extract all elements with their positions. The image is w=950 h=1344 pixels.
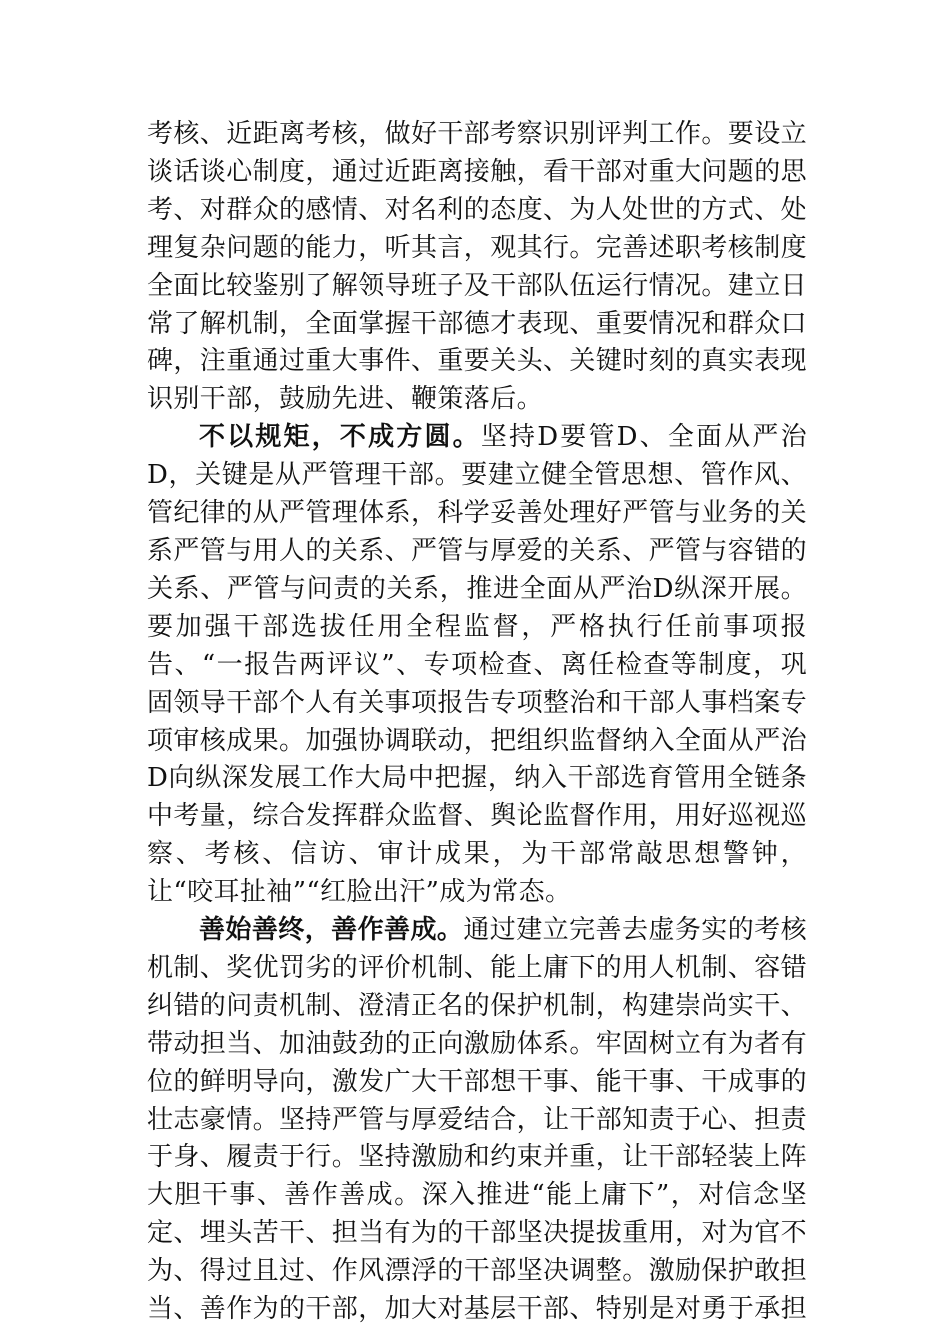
paragraph-2-text: 坚持D要管D、全面从严治D，关键是从严管理干部。要建立健全管思想、管作风、管纪律的从严管理体系，科学妥善处理好严管与业务的关系严管与用人的关系、严管与厚爱的关系、严管与容错的关系、严管与问责的关系，推进全面从严治D纵深开展。要加强干部选拔任用全程监督，严格执行任前事项报告、“一报告两评议”、专项检查、离任检查等制度，巩固领导干部个人有关事项报告专项整治和干部人事档案专项审核成果。加强协调联动，把组织监督纳入全面从严治D向纵深发展工作大局中把握，纳入干部选育管用全链条中考量，综合发挥群众监督、舆论监督作用，用好巡视巡察、考核、信访、审计成果，为干部常敲思想警钟，让“咬耳扯袖”“红脸出汗”成为常态。: [147, 422, 808, 908]
paragraph-continued: [147, 116, 807, 419]
paragraph-incentive: [147, 912, 807, 1329]
paragraph-regulation: [147, 419, 807, 912]
paragraph-3-text: 通过建立完善去虚务实的考核机制、奖优罚劣的评价机制、能上庸下的用人机制、容错纠错的问责机制、澄清正名的保护机制，构建崇尚实干、带动担当、加油鼓劲的正向激励体系。牢固树立有为者有位的鲜明导向，激发广大干部想干事、能干事、干成事的壮志豪情。坚持严管与厚爱结合，让干部知责于心、担责于身、履责于行。坚持激励和约束并重，让干部轻装上阵大胆干事、善作善成。深入推进“能上庸下”，对信念坚定、埋头苦干、担当有为的干部坚决提拔重用，对为官不为、得过且过、作风漂浮的干部坚决调整。激励保护敢担当、善作为的干部，加大对基层干部、特别是对勇于承担: [147, 915, 808, 1325]
paragraph-2-heading: 不以规矩，不成方圆。: [199, 422, 481, 453]
document-body: [147, 116, 807, 1329]
paragraph-3-heading: 善始善终，善作善成。: [199, 915, 464, 946]
paragraph-1-text: 考核、近距离考核，做好干部考察识别评判工作。要设立谈话谈心制度，通过近距离接触，看干部对重大问题的思考、对群众的感情、对名利的态度、为人处世的方式、处理复杂问题的能力，听其言，观其行。完善述职考核制度全面比较鉴别了解领导班子及干部队伍运行情况。建立日常了解机制，全面掌握干部德才表现、重要情况和群众口碑，注重通过重大事件、重要关头、关键时刻的真实表现识别干部，鼓励先进、鞭策落后。: [147, 119, 808, 415]
